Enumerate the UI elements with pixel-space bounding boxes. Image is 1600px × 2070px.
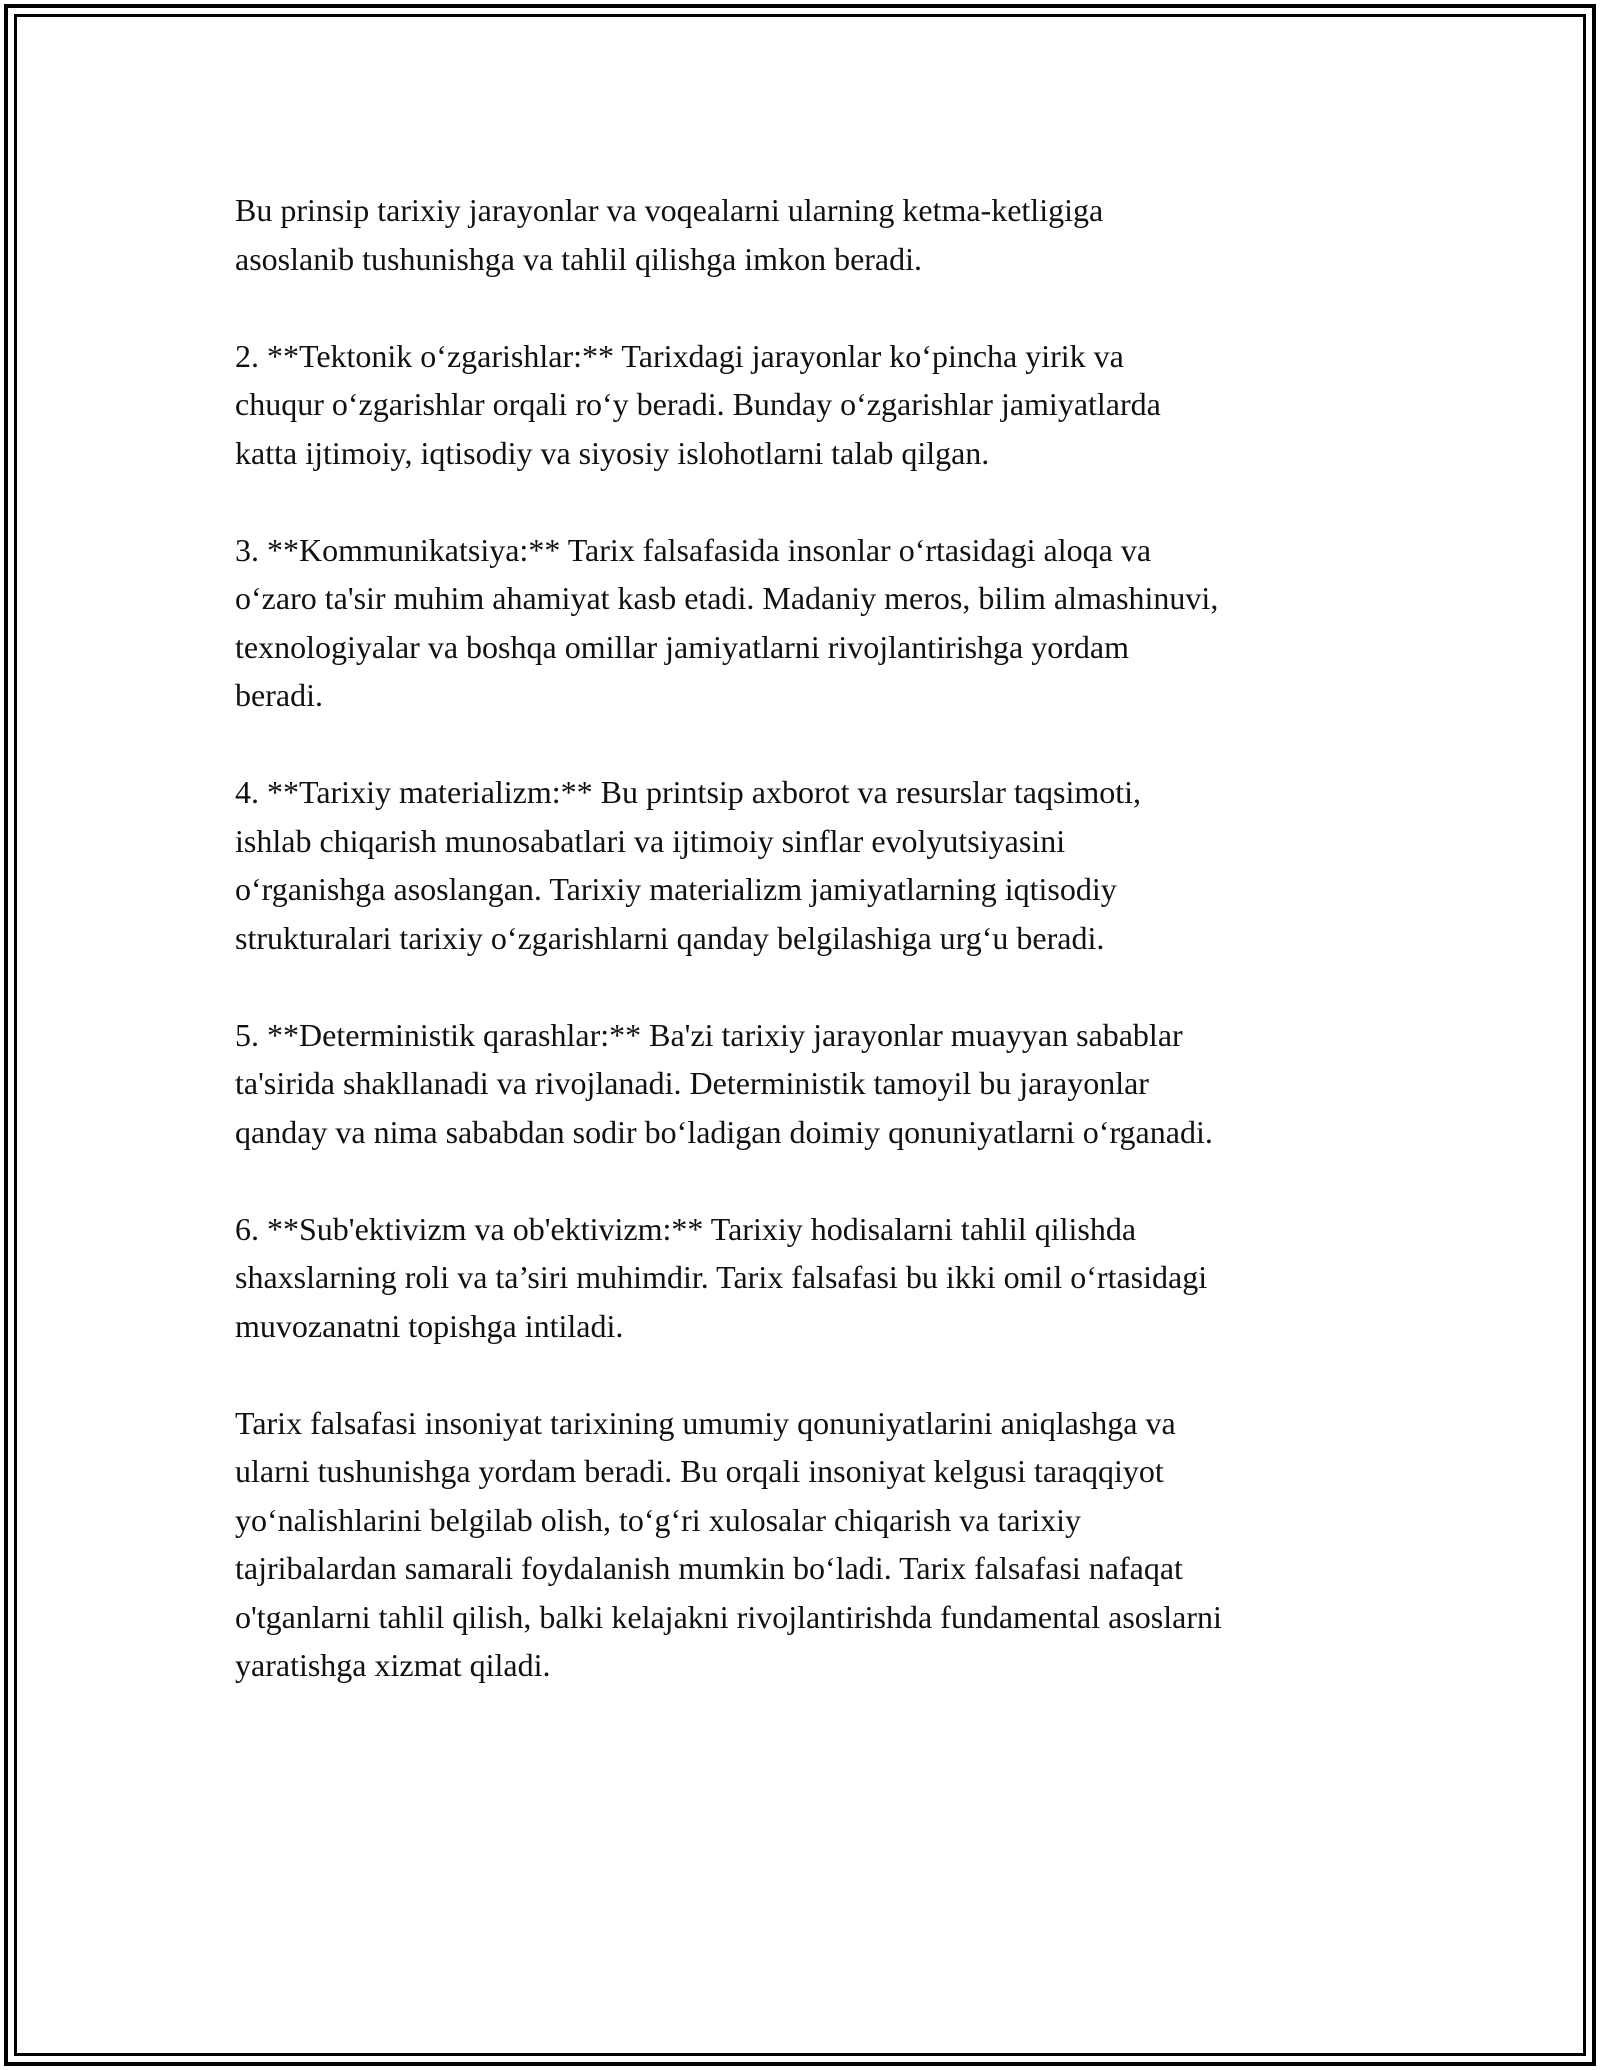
paragraph-conclusion: Tarix falsafasi insoniyat tarixining umumiy qonuniyatlarini aniqlashga va ularni tushunishga yordam beradi. Bu orqali insoniyat kelgusi taraqqiyot yo‘nalishlarini belgilab olish, to‘g‘ri xulosalar chiqarish va tarixiy tajribalardan samarali foydalanish mumkin bo‘ladi. Tarix falsafasi nafaqat o'tganlarni tahlil qilish, balki kelajakni rivojlantirishda fundamental asoslarni yaratishga xizmat qiladi. <box>235 1404 1222 1683</box>
paragraph-subektivizm: 6. **Sub'ektivizm va ob'ektivizm:** Tarixiy hodisalarni tahlil qilishda shaxslarning roli va ta’siri muhimdir. Tarix falsafasi bu ikki omil o‘rtasidagi muvozanatni topishga intiladi. <box>235 1210 1208 1344</box>
paragraph-intro: Bu prinsip tarixiy jarayonlar va voqealarni ularning ketma-ketligiga asoslanib tushunishga va tahlil qilishga imkon beradi. <box>235 192 1104 277</box>
paragraph-kommunikatsiya: 3. **Kommunikatsiya:** Tarix falsafasida insonlar o‘rtasidagi aloqa va o‘zaro ta'sir muhim ahamiyat kasb etadi. Madaniy meros, bilim almashinuvi, texnologiyalar va boshqa omillar jamiyatlarni rivojlantirishga yordam beradi. <box>235 531 1219 713</box>
paragraph-tektonik: 2. **Tektonik o‘zgarishlar:** Tarixdagi jarayonlar ko‘pincha yirik va chuqur o‘zgarishlar orqali ro‘y beradi. Bunday o‘zgarishlar jamiyatlarda katta ijtimoiy, iqtisodiy va siyosiy islohotlarni talab qilgan. <box>235 337 1161 471</box>
document-body <box>235 186 1370 1738</box>
paragraph-deterministik: 5. **Deterministik qarashlar:** Ba'zi tarixiy jarayonlar muayyan sabablar ta'sirida shakllanadi va rivojlanadi. Deterministik tamoyil bu jarayonlar qanday va nima sababdan sodir bo‘ladigan doimiy qonuniyatlarni o‘rganadi. <box>235 1016 1213 1150</box>
paragraph-materializm: 4. **Tarixiy materializm:** Bu printsip axborot va resurslar taqsimoti, ishlab chiqarish munosabatlari va ijtimoiy sinflar evolyutsiyasini o‘rganishga asoslangan. Tarixiy materializm jamiyatlarning iqtisodiy strukturalari tarixiy o‘zgarishlarni qanday belgilashiga urg‘u beradi. <box>235 774 1142 956</box>
